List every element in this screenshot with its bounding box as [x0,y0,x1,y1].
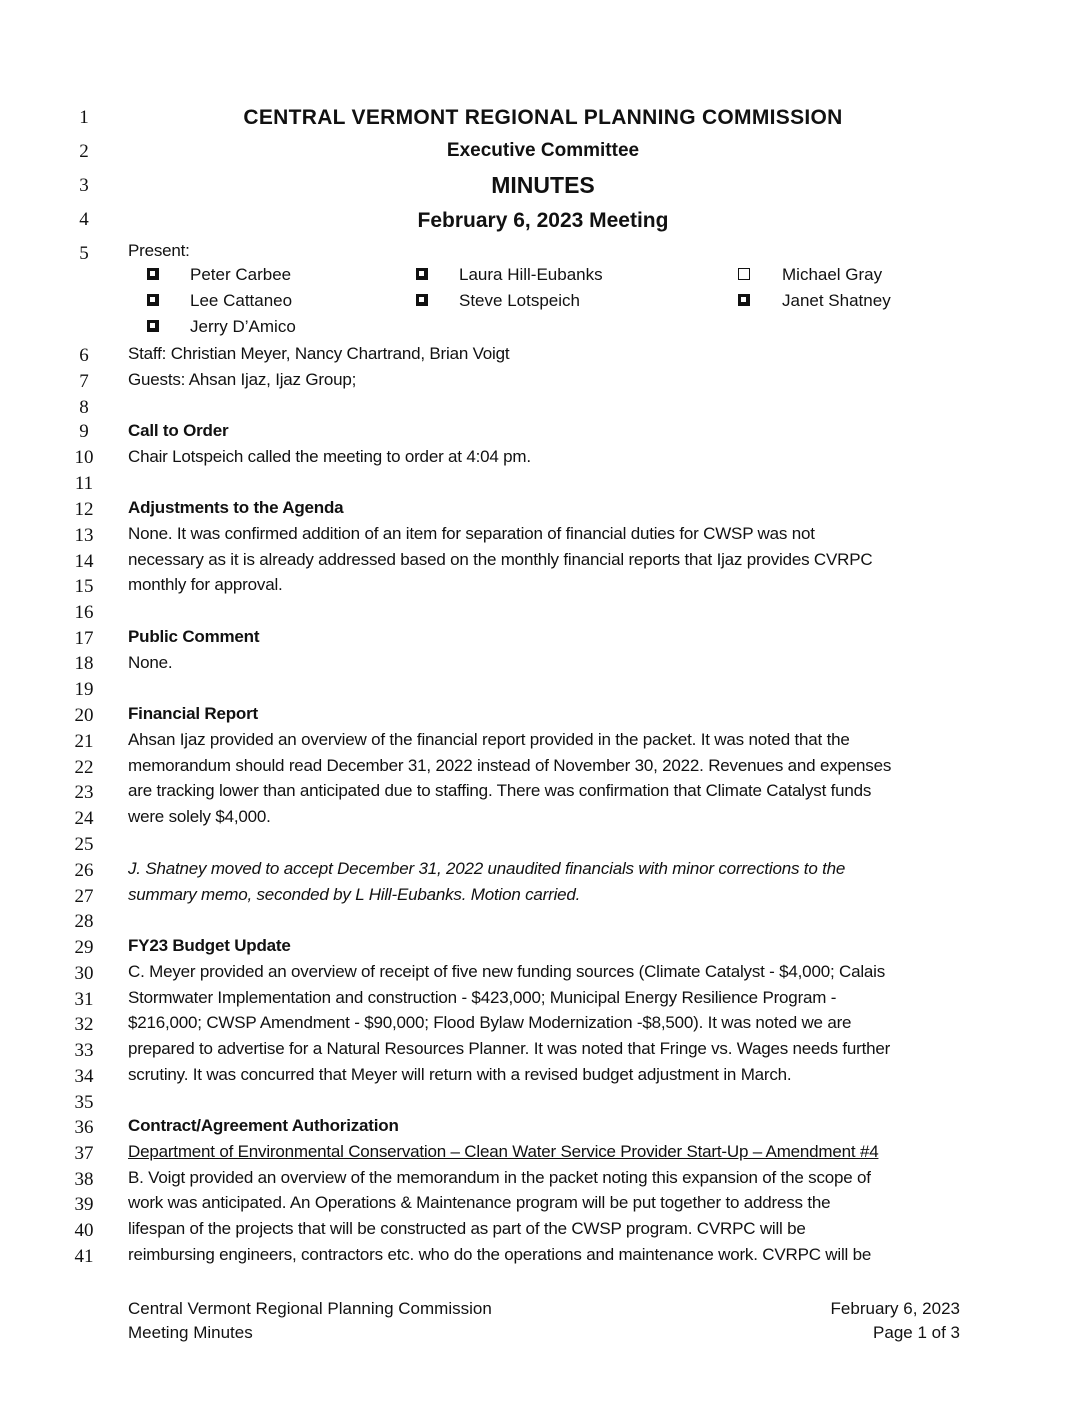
member-name: Peter Carbee [190,265,292,284]
doc-type-title: MINUTES [491,172,595,198]
motion-line: summary memo, seconded by L Hill-Eubanks. Motion carried. [128,885,581,904]
committee-title: Executive Committee [446,140,640,161]
present-label: Present: [128,241,190,260]
section-heading-budget-update: FY23 Budget Update [128,936,291,955]
body-line: are tracking lower than anticipated due to staffing. There was confirmation that Climate Catalyst funds [128,781,872,800]
footer-page-number: Page 1 of 3 [873,1323,960,1342]
line-number: 33 [74,1040,94,1061]
body-line: scrutiny. It was concurred that Meyer will return with a revised budget adjustment in March. [128,1065,792,1084]
body-line: None. It was confirmed addition of an item for separation of financial duties for CWSP was not [128,524,815,543]
line-number: 15 [74,576,94,597]
body-line: memorandum should read December 31, 2022 instead of November 30, 2022. Revenues and expenses [128,756,892,775]
attendance-checkbox-icon [738,294,750,306]
body-line: C. Meyer provided an overview of receipt of five new funding sources (Climate Catalyst - $4,000; Calais [128,962,886,981]
guests-line: Guests: Ahsan Ijaz, Ijaz Group; [128,370,357,389]
body-line: reimbursing engineers, contractors etc. who do the operations and maintenance work. CVRPC will be [128,1245,872,1264]
attendance-checkbox-icon [147,268,159,280]
line-number: 11 [74,473,94,494]
contract-subheading: Department of Environmental Conservation – Clean Water Service Provider Start-Up – Amendment #4 [128,1142,879,1161]
line-number: 3 [79,175,89,196]
line-number: 25 [74,834,94,855]
line-number: 6 [79,345,89,366]
line-number: 41 [74,1246,94,1267]
footer-org: Central Vermont Regional Planning Commission [128,1299,492,1318]
motion-line: J. Shatney moved to accept December 31, 2022 unaudited financials with minor corrections to the [128,859,846,878]
line-number: 2 [79,141,89,162]
line-number: 16 [74,602,94,623]
member-name: Janet Shatney [782,291,891,310]
staff-line: Staff: Christian Meyer, Nancy Chartrand, Brian Voigt [128,344,510,363]
body-line: lifespan of the projects that will be constructed as part of the CWSP program. CVRPC will be [128,1219,806,1238]
line-number: 30 [74,963,94,984]
attendance-checkbox-icon [416,294,428,306]
section-heading-financial-report: Financial Report [128,704,258,723]
line-number: 5 [79,243,89,264]
line-number: 10 [74,447,94,468]
body-line: Ahsan Ijaz provided an overview of the financial report provided in the packet. It was noted that the [128,730,850,749]
line-number: 32 [74,1014,94,1035]
body-line: work was anticipated. An Operations & Maintenance program will be put together to address the [128,1193,831,1212]
org-title: CENTRAL VERMONT REGIONAL PLANNING COMMISSION [243,106,843,129]
line-number: 1 [79,107,89,128]
member-name: Jerry D’Amico [190,317,296,336]
line-number: 26 [74,860,94,881]
line-number: 31 [74,989,94,1010]
section-heading-contract-authorization: Contract/Agreement Authorization [128,1116,399,1135]
body-line: None. [128,653,173,672]
line-number: 13 [74,525,94,546]
attendance-checkbox-icon [738,268,750,280]
attendance-checkbox-icon [416,268,428,280]
attendance-checkbox-icon [147,320,159,332]
line-number: 14 [74,551,94,572]
line-number: 8 [79,397,89,418]
line-number: 22 [74,757,94,778]
line-number: 24 [74,808,94,829]
line-number: 40 [74,1220,94,1241]
line-number: 7 [79,371,89,392]
body-line: Stormwater Implementation and construction - $423,000; Municipal Energy Resilience Program - [128,988,837,1007]
body-line: were solely $4,000. [128,807,271,826]
line-number: 19 [74,679,94,700]
body-line: necessary as it is already addressed based on the monthly financial reports that Ijaz provides CVRPC [128,550,873,569]
line-number: 35 [74,1092,94,1113]
line-number: 34 [74,1066,94,1087]
line-number: 21 [74,731,94,752]
body-line: B. Voigt provided an overview of the memorandum in the packet noting this expansion of the scope of [128,1168,871,1187]
member-name: Michael Gray [782,265,883,284]
section-heading-public-comment: Public Comment [128,627,260,646]
line-number: 29 [74,937,94,958]
attendance-checkbox-icon [147,294,159,306]
member-name: Lee Cattaneo [190,291,293,310]
body-line: prepared to advertise for a Natural Resources Planner. It was noted that Fringe vs. Wages needs further [128,1039,891,1058]
member-name: Steve Lotspeich [459,291,580,310]
body-line: Chair Lotspeich called the meeting to order at 4:04 pm. [128,447,531,466]
member-name: Laura Hill-Eubanks [459,265,603,284]
line-number: 17 [74,628,94,649]
body-line: monthly for approval. [128,575,283,594]
line-number: 4 [79,209,89,230]
section-heading-call-to-order: Call to Order [128,421,229,440]
section-heading-agenda-adjustments: Adjustments to the Agenda [128,498,344,517]
footer-date: February 6, 2023 [830,1299,960,1318]
line-number: 27 [74,886,94,907]
body-line: $216,000; CWSP Amendment - $90,000; Flood Bylaw Modernization -$8,500). It was noted we are [128,1013,852,1032]
line-number: 38 [74,1169,94,1190]
line-number: 28 [74,911,94,932]
line-number: 9 [79,421,89,442]
line-number: 12 [74,499,94,520]
line-number: 23 [74,782,94,803]
line-number: 18 [74,653,94,674]
meeting-date-title: February 6, 2023 Meeting [417,209,669,232]
line-number: 37 [74,1143,94,1164]
footer-doc: Meeting Minutes [128,1323,253,1342]
line-number: 20 [74,705,94,726]
line-number: 39 [74,1194,94,1215]
line-number: 36 [74,1117,94,1138]
